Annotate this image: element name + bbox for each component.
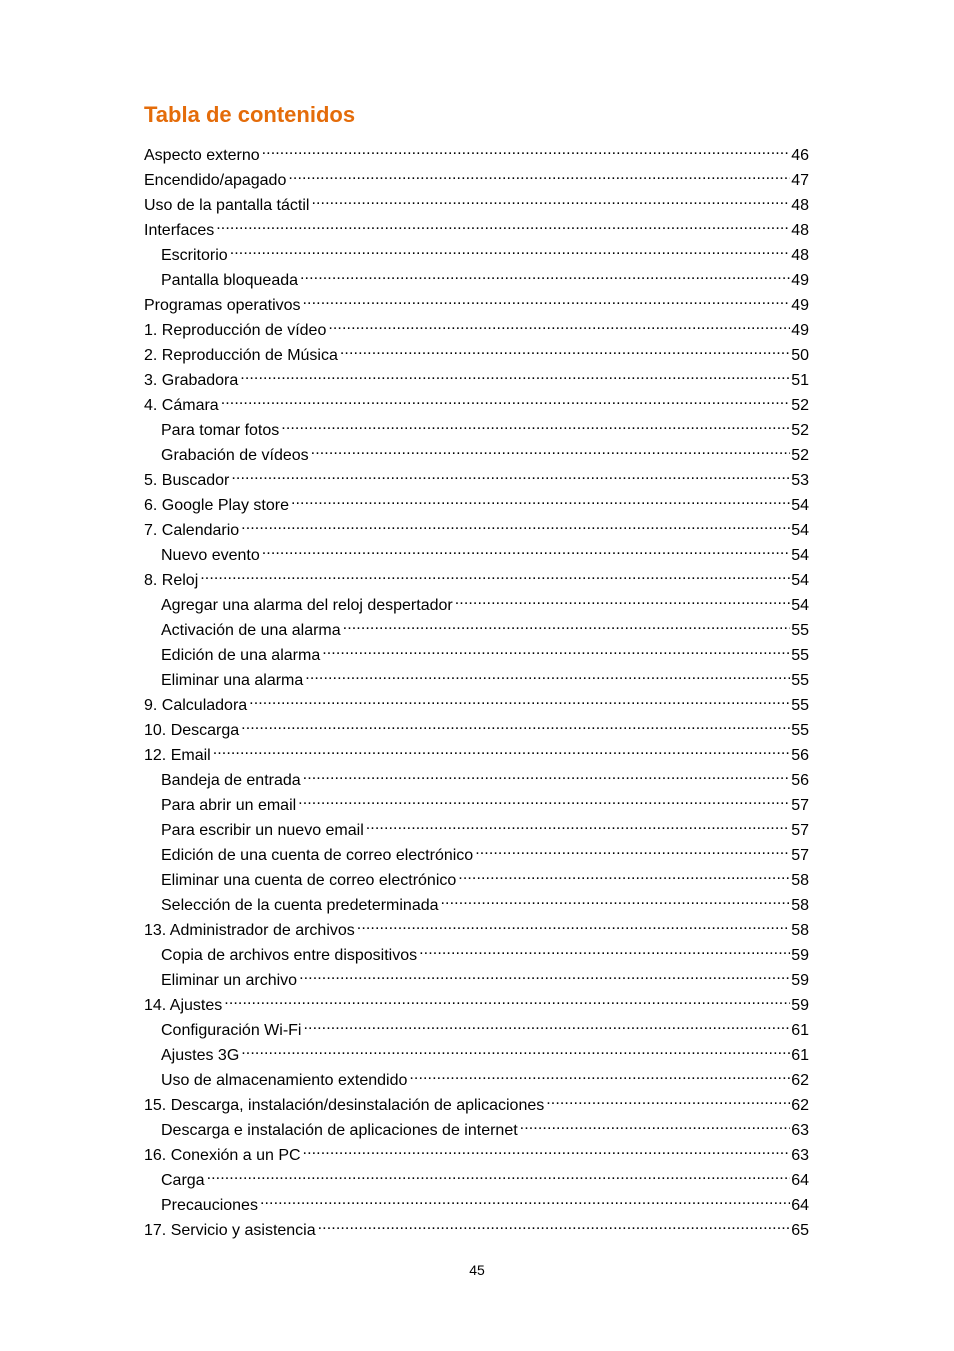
toc-entry[interactable]	[144, 642, 809, 667]
toc-entry-label: 17. Servicio y asistencia	[144, 1222, 316, 1239]
toc-entry-page: 63	[791, 1122, 809, 1139]
toc-entry-label: Precauciones	[161, 1197, 258, 1214]
dot-leader	[318, 1217, 791, 1235]
dot-leader	[200, 567, 790, 585]
toc-entry-page: 46	[791, 147, 809, 164]
dot-leader	[221, 392, 791, 410]
dot-leader	[455, 592, 790, 610]
toc-entry-page: 54	[791, 497, 809, 514]
dot-leader	[458, 867, 790, 885]
dot-leader	[249, 692, 790, 710]
toc-entry-page: 55	[791, 672, 809, 689]
dot-leader	[216, 217, 790, 235]
dot-leader	[224, 992, 790, 1010]
dot-leader	[409, 1067, 790, 1085]
toc-entry[interactable]	[144, 992, 809, 1017]
dot-leader	[475, 842, 790, 860]
dot-leader	[303, 1017, 790, 1035]
toc-entry-page: 52	[791, 397, 809, 414]
dot-leader	[291, 492, 790, 510]
toc-entry-page: 55	[791, 622, 809, 639]
dot-leader	[546, 1092, 790, 1110]
toc-entry-label: 3. Grabadora	[144, 372, 239, 389]
toc-entry-page: 49	[791, 322, 809, 339]
toc-entry-label: Eliminar una alarma	[161, 672, 304, 689]
toc-entry[interactable]	[144, 667, 809, 692]
toc-entry[interactable]	[144, 142, 809, 167]
toc-entry-page: 61	[791, 1022, 809, 1039]
toc-entry-page: 58	[791, 897, 809, 914]
dot-leader	[303, 767, 791, 785]
dot-leader	[441, 892, 791, 910]
toc-entry-label: Para escribir un nuevo email	[161, 822, 364, 839]
toc-entry-page: 63	[791, 1147, 809, 1164]
toc-entry-label: Grabación de vídeos	[161, 447, 309, 464]
toc-entry-page: 57	[791, 847, 809, 864]
toc-entry-page: 53	[791, 472, 809, 489]
toc-entry[interactable]	[144, 792, 809, 817]
toc-entry[interactable]	[144, 1117, 809, 1142]
toc-entry-label: 13. Administrador de archivos	[144, 922, 355, 939]
table-of-contents	[144, 142, 809, 1242]
toc-entry-page: 59	[791, 997, 809, 1014]
toc-entry-label: Uso de almacenamiento extendido	[161, 1072, 408, 1089]
dot-leader	[240, 367, 790, 385]
toc-entry[interactable]	[144, 267, 809, 292]
dot-leader	[303, 292, 791, 310]
dot-leader	[357, 917, 790, 935]
toc-entry-label: Configuración Wi-Fi	[161, 1022, 302, 1039]
toc-entry[interactable]	[144, 867, 809, 892]
dot-leader	[207, 1167, 791, 1185]
toc-entry-label: Activación de una alarma	[161, 622, 341, 639]
dot-leader	[262, 142, 791, 160]
toc-entry-page: 64	[791, 1172, 809, 1189]
dot-leader	[262, 542, 790, 560]
toc-entry[interactable]	[144, 367, 809, 392]
toc-entry[interactable]	[144, 167, 809, 192]
toc-entry-label: 10. Descarga	[144, 722, 240, 739]
dot-leader	[260, 1192, 790, 1210]
toc-entry-page: 61	[791, 1047, 809, 1064]
toc-entry-page: 49	[791, 297, 809, 314]
toc-entry[interactable]	[144, 717, 809, 742]
toc-entry-label: 2. Reproducción de Música	[144, 347, 338, 364]
toc-entry-page: 55	[791, 722, 809, 739]
dot-leader	[231, 467, 790, 485]
toc-entry-page: 62	[791, 1072, 809, 1089]
toc-entry[interactable]	[144, 1167, 809, 1192]
toc-entry[interactable]	[144, 842, 809, 867]
dot-leader	[366, 817, 790, 835]
toc-entry-page: 59	[791, 972, 809, 989]
toc-entry-page: 57	[791, 822, 809, 839]
toc-entry-label: Edición de una cuenta de correo electrónico	[161, 847, 474, 864]
toc-entry-label: Copia de archivos entre dispositivos	[161, 947, 418, 964]
toc-entry-page: 64	[791, 1197, 809, 1214]
toc-entry-page: 65	[791, 1222, 809, 1239]
toc-entry-page: 48	[791, 197, 809, 214]
toc-entry[interactable]	[144, 1217, 809, 1242]
toc-entry-label: Agregar una alarma del reloj despertador	[161, 597, 453, 614]
toc-entry[interactable]	[144, 767, 809, 792]
toc-entry-label: 6. Google Play store	[144, 497, 289, 514]
toc-entry[interactable]	[144, 217, 809, 242]
dot-leader	[328, 317, 790, 335]
toc-entry-label: 7. Calendario	[144, 522, 240, 539]
toc-entry[interactable]	[144, 417, 809, 442]
dot-leader	[311, 442, 791, 460]
dot-leader	[241, 517, 790, 535]
toc-entry[interactable]	[144, 917, 809, 942]
dot-leader	[300, 267, 790, 285]
toc-entry-label: 5. Buscador	[144, 472, 230, 489]
dot-leader	[520, 1117, 791, 1135]
dot-leader	[213, 742, 791, 760]
toc-entry-page: 54	[791, 522, 809, 539]
dot-leader	[241, 1042, 790, 1060]
toc-entry[interactable]	[144, 567, 809, 592]
toc-entry-label: Interfaces	[144, 222, 215, 239]
toc-entry[interactable]	[144, 392, 809, 417]
toc-entry-label: Aspecto externo	[144, 147, 260, 164]
toc-entry-page: 58	[791, 922, 809, 939]
toc-entry-label: Pantalla bloqueada	[161, 272, 299, 289]
dot-leader	[305, 667, 790, 685]
toc-entry[interactable]	[144, 1142, 809, 1167]
toc-entry-page: 59	[791, 947, 809, 964]
toc-entry-page: 56	[791, 747, 809, 764]
dot-leader	[311, 192, 790, 210]
toc-entry[interactable]	[144, 967, 809, 992]
toc-entry[interactable]	[144, 1042, 809, 1067]
toc-entry[interactable]	[144, 1192, 809, 1217]
toc-entry-page: 58	[791, 872, 809, 889]
page-title: Tabla de contenidos	[144, 102, 356, 127]
toc-entry-label: 15. Descarga, instalación/desinstalación de aplicaciones	[144, 1097, 545, 1114]
toc-entry-label: Eliminar una cuenta de correo electrónico	[161, 872, 457, 889]
dot-leader	[340, 342, 790, 360]
dot-leader	[241, 717, 790, 735]
toc-entry-page: 52	[791, 447, 809, 464]
toc-entry[interactable]	[144, 342, 809, 367]
toc-entry-label: Edición de una alarma	[161, 647, 321, 664]
toc-entry[interactable]	[144, 692, 809, 717]
dot-leader	[288, 167, 790, 185]
toc-entry-page: 55	[791, 697, 809, 714]
toc-entry-label: 16. Conexión a un PC	[144, 1147, 301, 1164]
dot-leader	[298, 792, 790, 810]
toc-entry-label: 4. Cámara	[144, 397, 219, 414]
toc-entry-page: 62	[791, 1097, 809, 1114]
toc-entry-label: Programas operativos	[144, 297, 301, 314]
toc-entry-label: Uso de la pantalla táctil	[144, 197, 310, 214]
toc-entry-label: Eliminar un archivo	[161, 972, 298, 989]
toc-entry-label: Para tomar fotos	[161, 422, 280, 439]
toc-entry-label: Para abrir un email	[161, 797, 297, 814]
toc-entry-page: 48	[791, 222, 809, 239]
toc-entry-page: 54	[791, 547, 809, 564]
dot-leader	[343, 617, 791, 635]
toc-entry-label: Encendido/apagado	[144, 172, 287, 189]
toc-entry-page: 54	[791, 572, 809, 589]
toc-entry[interactable]	[144, 592, 809, 617]
toc-entry-label: Nuevo evento	[161, 547, 260, 564]
toc-entry-label: Ajustes 3G	[161, 1047, 240, 1064]
toc-entry-label: Bandeja de entrada	[161, 772, 301, 789]
dot-leader	[299, 967, 790, 985]
toc-entry-page: 57	[791, 797, 809, 814]
toc-entry-page: 55	[791, 647, 809, 664]
toc-entry[interactable]	[144, 817, 809, 842]
toc-entry-label: Escritorio	[161, 247, 228, 264]
toc-entry[interactable]	[144, 1067, 809, 1092]
toc-entry-label: Selección de la cuenta predeterminada	[161, 897, 439, 914]
toc-entry[interactable]	[144, 317, 809, 342]
toc-entry[interactable]	[144, 517, 809, 542]
toc-entry[interactable]	[144, 742, 809, 767]
toc-entry-page: 54	[791, 597, 809, 614]
toc-entry[interactable]	[144, 1092, 809, 1117]
dot-leader	[281, 417, 790, 435]
toc-entry-label: 8. Reloj	[144, 572, 199, 589]
toc-entry-label: 14. Ajustes	[144, 997, 223, 1014]
toc-entry-page: 49	[791, 272, 809, 289]
toc-entry-page: 47	[791, 172, 809, 189]
toc-entry[interactable]	[144, 442, 809, 467]
dot-leader	[322, 642, 790, 660]
toc-entry-label: 9. Calculadora	[144, 697, 248, 714]
toc-entry[interactable]	[144, 1017, 809, 1042]
toc-entry-page: 51	[791, 372, 809, 389]
toc-entry[interactable]	[144, 242, 809, 267]
page-number: 45	[469, 1262, 485, 1278]
toc-entry[interactable]	[144, 292, 809, 317]
toc-entry[interactable]	[144, 467, 809, 492]
toc-entry-label: 12. Email	[144, 747, 211, 764]
toc-entry[interactable]	[144, 542, 809, 567]
toc-entry[interactable]	[144, 942, 809, 967]
toc-entry-label: Descarga e instalación de aplicaciones de internet	[161, 1122, 518, 1139]
toc-entry-page: 52	[791, 422, 809, 439]
dot-leader	[303, 1142, 791, 1160]
toc-entry[interactable]	[144, 192, 809, 217]
dot-leader	[230, 242, 791, 260]
toc-entry[interactable]	[144, 492, 809, 517]
toc-entry[interactable]	[144, 892, 809, 917]
toc-entry-page: 56	[791, 772, 809, 789]
toc-entry-page: 48	[791, 247, 809, 264]
toc-entry[interactable]	[144, 617, 809, 642]
toc-entry-label: Carga	[161, 1172, 205, 1189]
toc-entry-label: 1. Reproducción de vídeo	[144, 322, 327, 339]
dot-leader	[419, 942, 790, 960]
toc-entry-page: 50	[791, 347, 809, 364]
